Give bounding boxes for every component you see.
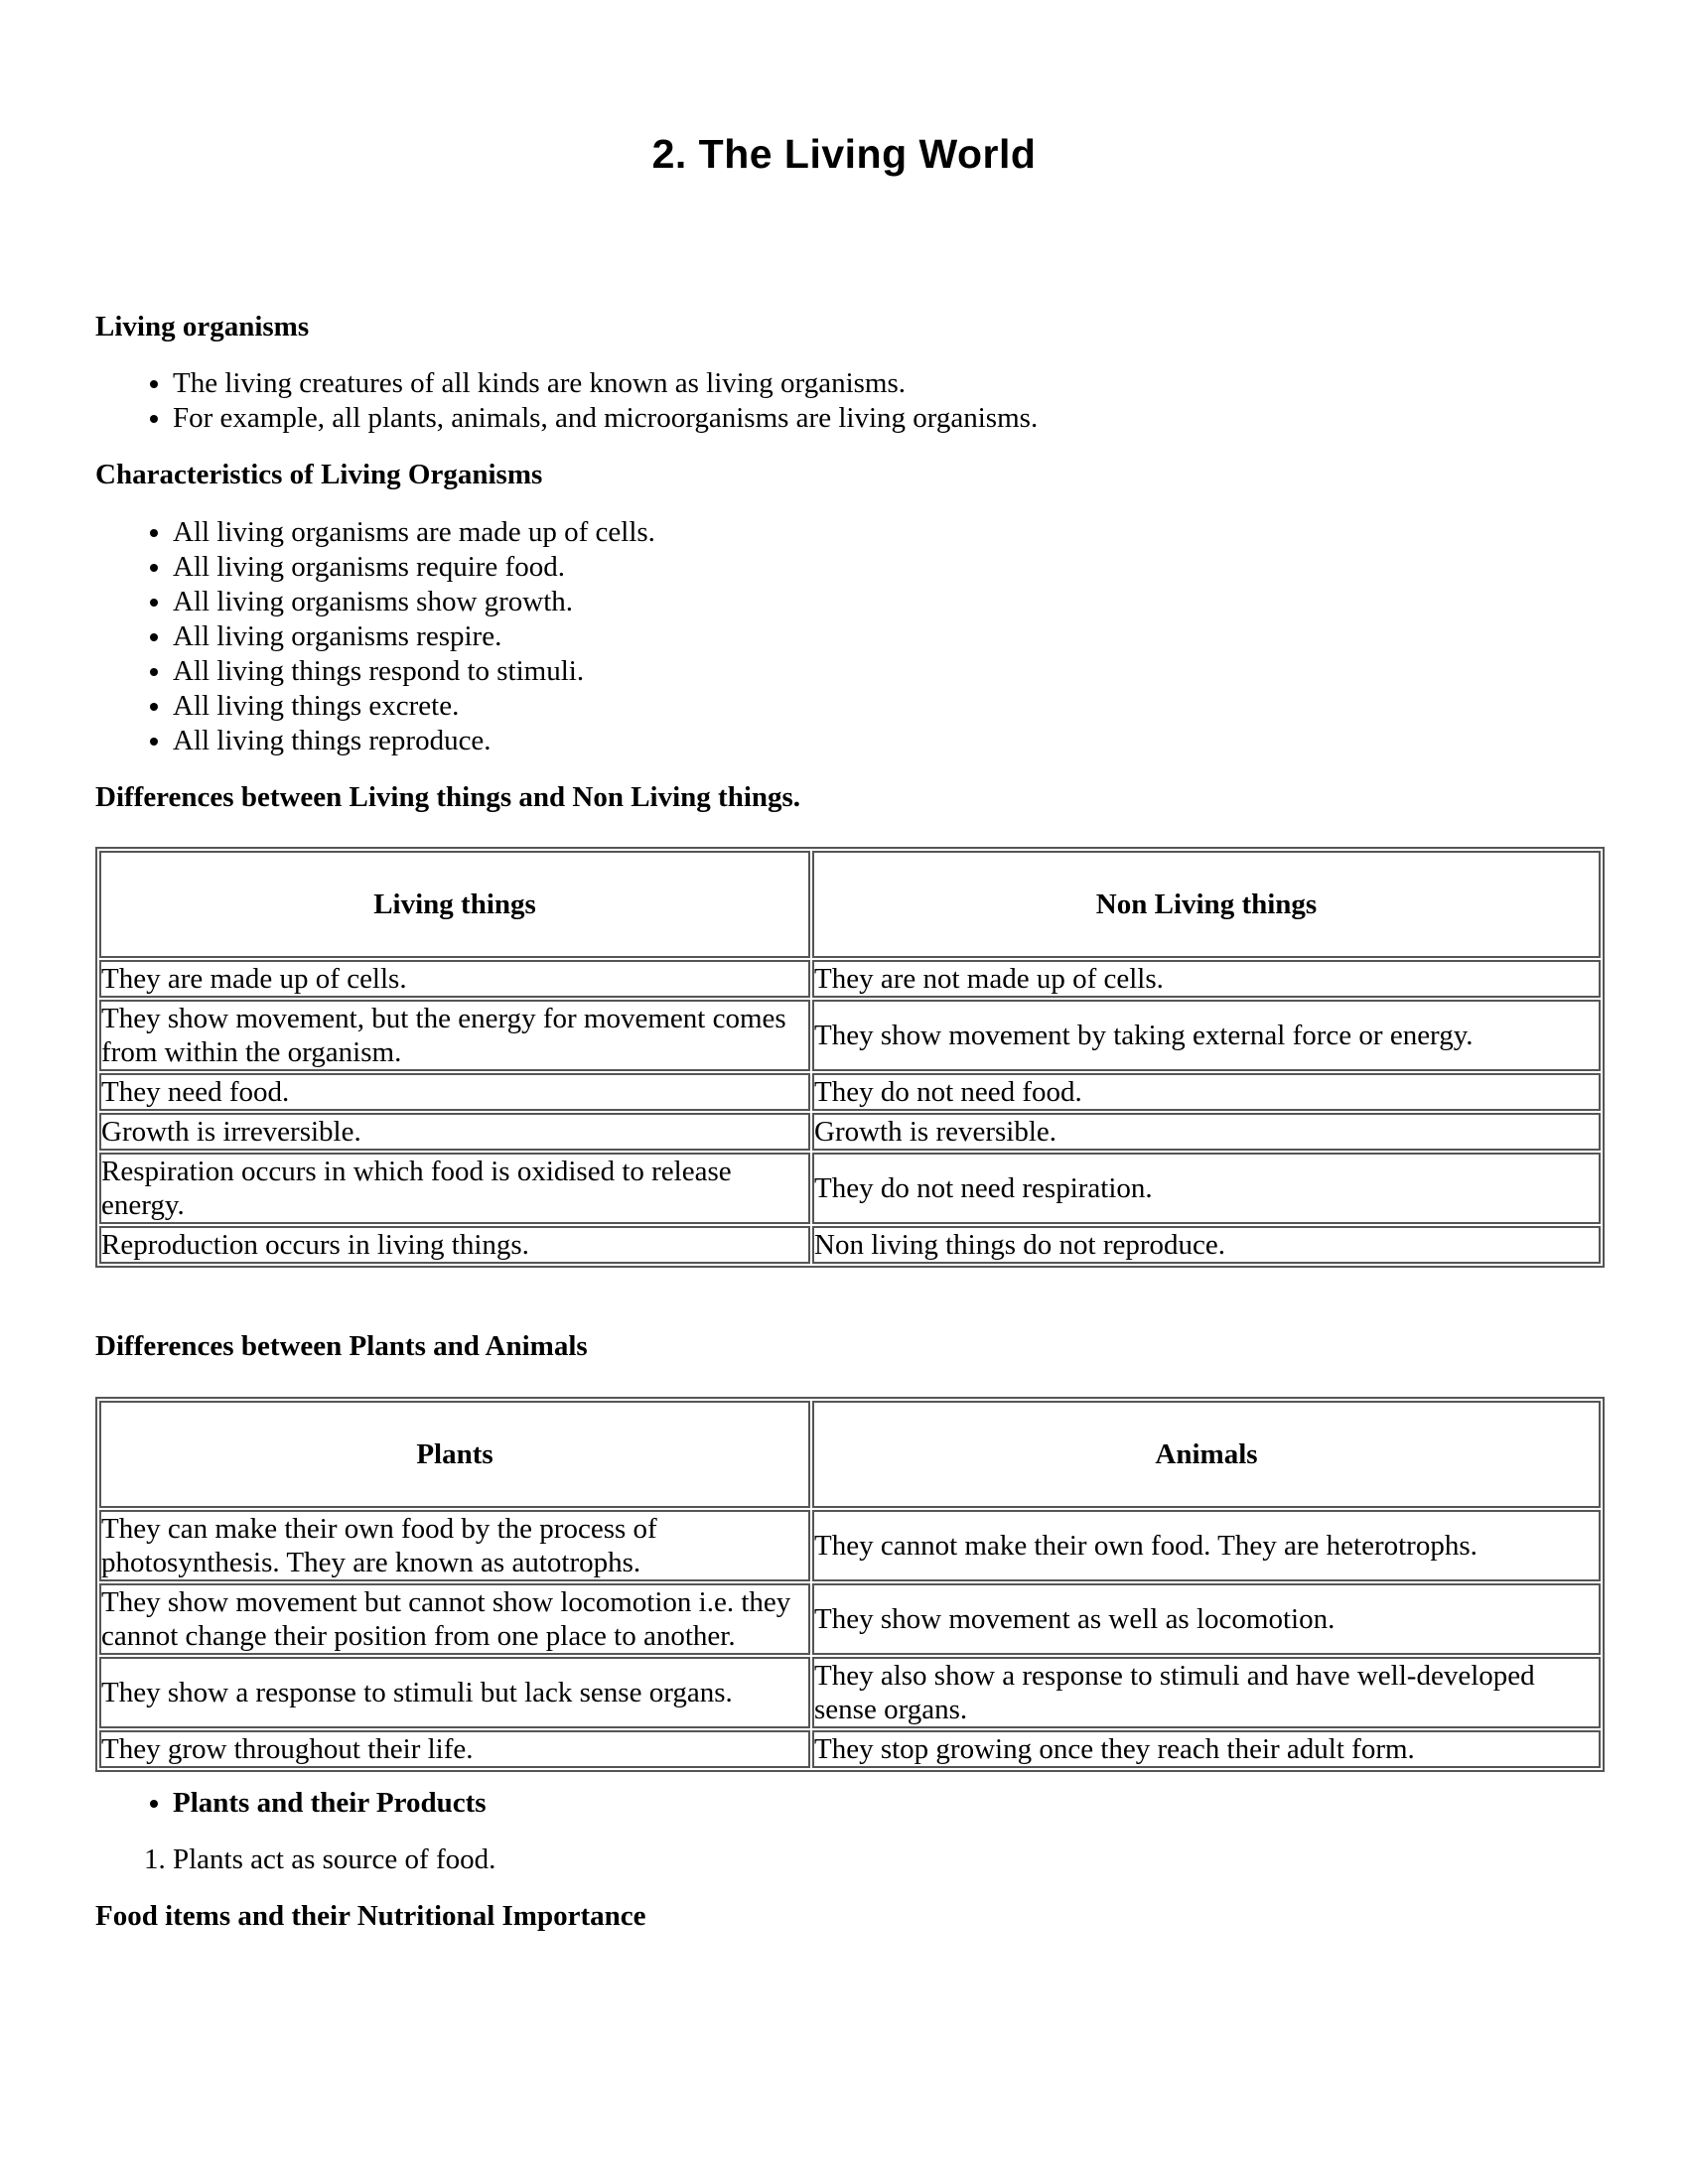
table-cell: They show movement by taking external force or energy.	[812, 1000, 1601, 1071]
document-body	[95, 310, 1605, 1934]
table-header-cell: Non Living things	[812, 851, 1601, 958]
table-row	[99, 1657, 1601, 1728]
table-header-cell: Living things	[99, 851, 810, 958]
table-cell: They do not need respiration.	[812, 1153, 1601, 1224]
table-cell: They show a response to stimuli but lack sense organs.	[99, 1657, 810, 1728]
list-item: • All living things excrete.	[173, 689, 1605, 724]
table-row	[99, 1073, 1601, 1111]
living-vs-nonliving-table	[95, 847, 1605, 1268]
table-cell: They cannot make their own food. They are heterotrophs.	[812, 1510, 1601, 1581]
table-cell: They need food.	[99, 1073, 810, 1111]
table-cell: They stop growing once they reach their adult form.	[812, 1730, 1601, 1768]
section-heading-living-vs-nonliving: Differences between Living things and Non Living things.	[95, 780, 801, 813]
list-item: • The living creatures of all kinds are known as living organisms.	[173, 366, 1605, 401]
section-heading-characteristics: Characteristics of Living Organisms	[95, 459, 543, 491]
table-cell: They are made up of cells.	[99, 960, 810, 998]
table-cell: Non living things do not reproduce.	[812, 1226, 1601, 1264]
list-item: • All living things respond to stimuli.	[173, 654, 1605, 689]
plants-products-list	[95, 1786, 1605, 1821]
table-header-row	[99, 1401, 1601, 1508]
living-organisms-list	[95, 366, 1605, 436]
table-header-cell: Plants	[99, 1401, 810, 1508]
list-item: • Plants and their Products	[173, 1786, 1605, 1821]
section-heading-plants-vs-animals: Differences between Plants and Animals	[95, 1330, 588, 1363]
table-cell: Reproduction occurs in living things.	[99, 1226, 810, 1264]
list-item: • All living organisms respire.	[173, 619, 1605, 654]
table-cell: They are not made up of cells.	[812, 960, 1601, 998]
table-cell: Growth is reversible.	[812, 1113, 1601, 1151]
table-row	[99, 1153, 1601, 1224]
list-item: • All living organisms require food.	[173, 550, 1605, 585]
spacer	[95, 1268, 1605, 1329]
page-title: 2. The Living World	[651, 131, 1037, 177]
table-row	[99, 960, 1601, 998]
table-row	[99, 1113, 1601, 1151]
list-item: 1. Plants act as source of food.	[173, 1843, 1605, 1877]
table-cell: They also show a response to stimuli and have well-developed sense organs.	[812, 1657, 1601, 1728]
table-row	[99, 1583, 1601, 1655]
characteristics-list	[95, 515, 1605, 758]
table-cell: They do not need food.	[812, 1073, 1601, 1111]
list-item: • All living organisms are made up of cells.	[173, 515, 1605, 550]
table-cell: They show movement but cannot show locomotion i.e. they cannot change their position from one place to another.	[99, 1583, 810, 1655]
table-cell: Growth is irreversible.	[99, 1113, 810, 1151]
table-row	[99, 1730, 1601, 1768]
table-header-cell: Animals	[812, 1401, 1601, 1508]
table-row	[99, 1000, 1601, 1071]
table-cell: They can make their own food by the process of photosynthesis. They are known as autotrophs.	[99, 1510, 810, 1581]
plants-vs-animals-table	[95, 1397, 1605, 1772]
plants-products-numbered-list	[95, 1843, 1605, 1877]
list-item: • All living things reproduce.	[173, 724, 1605, 758]
table-cell: They grow throughout their life.	[99, 1730, 810, 1768]
table-cell: They show movement as well as locomotion.	[812, 1583, 1601, 1655]
table-cell: They show movement, but the energy for movement comes from within the organism.	[99, 1000, 810, 1071]
table-row	[99, 1226, 1601, 1264]
section-heading-living-organisms: Living organisms	[95, 311, 310, 342]
list-item: • All living organisms show growth.	[173, 585, 1605, 619]
section-heading-food-items: Food items and their Nutritional Importance	[95, 1899, 646, 1932]
table-header-row	[99, 851, 1601, 958]
table-cell: Respiration occurs in which food is oxidised to release energy.	[99, 1153, 810, 1224]
list-item: • For example, all plants, animals, and microorganisms are living organisms.	[173, 401, 1605, 436]
table-row	[99, 1510, 1601, 1581]
